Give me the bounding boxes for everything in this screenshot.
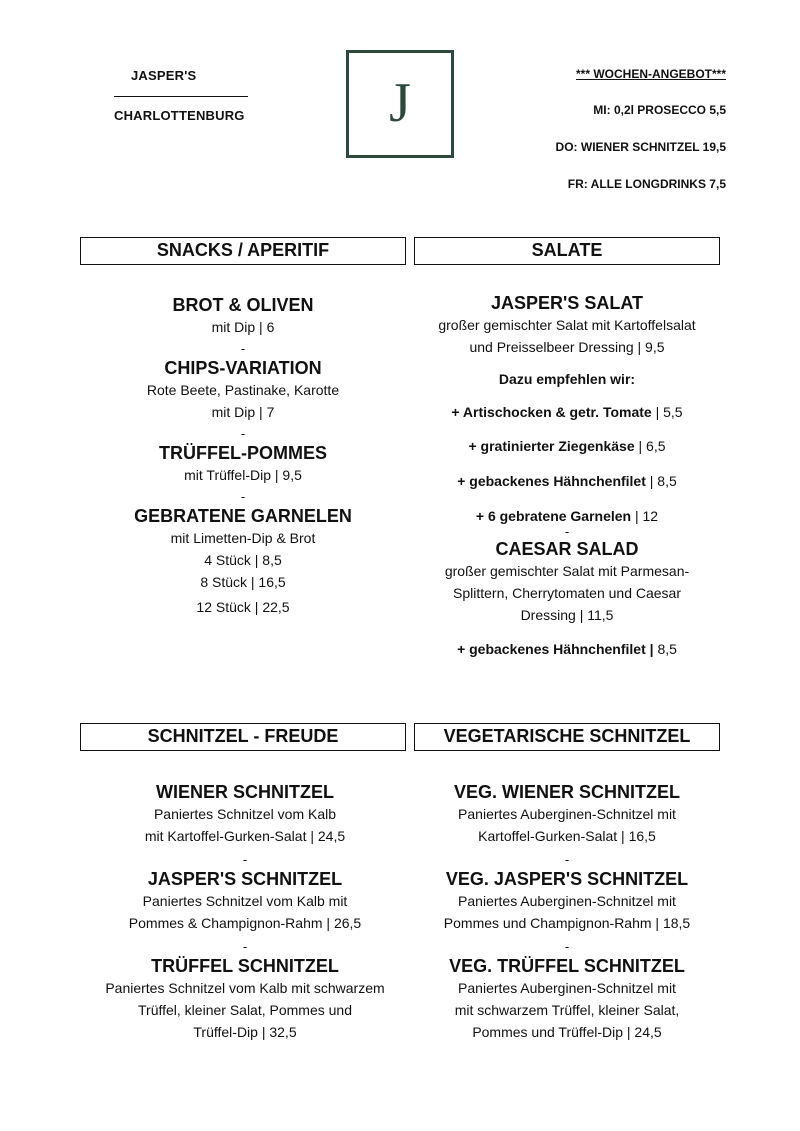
salate-list — [414, 292, 720, 660]
menu-item-description: Trüffel-Dip | 32,5 — [193, 1024, 297, 1040]
recommendation-heading: Dazu empfehlen wir: — [498, 371, 636, 387]
menu-item-title: CHIPS-VARIATION — [164, 358, 322, 378]
menu-item-description: Rote Beete, Pastinake, Karotte — [146, 382, 340, 398]
extra-item-price: 8,5 — [653, 641, 677, 657]
menu-item-description: Paniertes Auberginen-Schnitzel mit — [458, 980, 676, 996]
separator: - — [240, 341, 246, 356]
menu-item-description: und Preisselbeer Dressing | 9,5 — [469, 339, 665, 355]
weekly-offer-title: *** WOCHEN-ANGEBOT*** — [575, 67, 726, 81]
menu-item-description: Paniertes Auberginen-Schnitzel mit — [458, 806, 676, 822]
menu-item-title: TRÜFFEL-POMMES — [159, 443, 327, 463]
extra-item-price: | 12 — [631, 508, 659, 524]
weekly-offer — [556, 66, 726, 192]
menu-item-title: CAESAR SALAD — [495, 539, 639, 559]
snacks-list — [80, 294, 406, 618]
menu-item-description: Kartoffel-Gurken-Salat | 16,5 — [478, 828, 656, 844]
extra-item — [414, 470, 720, 492]
extra-item-name: + Artischocken & getr. Tomate — [451, 404, 652, 420]
menu-item-title: JASPER'S SALAT — [491, 293, 643, 313]
extra-item — [414, 638, 720, 660]
menu-item-description: Paniertes Auberginen-Schnitzel mit — [458, 893, 676, 909]
menu-item-title: WIENER SCHNITZEL — [156, 782, 334, 802]
brand-city: CHARLOTTENBURG — [114, 108, 245, 123]
separator: - — [240, 426, 246, 441]
menu-item-description: Paniertes Schnitzel vom Kalb mit schwarzem — [105, 980, 385, 996]
menu-item-description: Pommes und Trüffel-Dip | 24,5 — [472, 1024, 662, 1040]
menu-item-title: TRÜFFEL SCHNITZEL — [151, 956, 339, 976]
menu-item-title: JASPER'S SCHNITZEL — [147, 869, 343, 889]
menu-item-description: Pommes und Champignon-Rahm | 18,5 — [443, 915, 691, 931]
brand-divider — [114, 96, 248, 97]
menu-item-description: mit Trüffel-Dip | 9,5 — [184, 467, 302, 483]
menu-item-title: VEG. TRÜFFEL SCHNITZEL — [449, 956, 685, 976]
separator: - — [564, 939, 570, 954]
menu-item-description: großer gemischter Salat mit Parmesan- — [444, 563, 690, 579]
schnitzel-list — [80, 781, 410, 1043]
menu-item-description: mit schwarzem Trüffel, kleiner Salat, — [454, 1002, 680, 1018]
weekly-offer-item: FR: ALLE LONGDRINKS 7,5 — [567, 177, 726, 191]
veg-schnitzel-list — [414, 781, 720, 1043]
menu-item-description: mit Kartoffel-Gurken-Salat | 24,5 — [144, 828, 346, 844]
separator: - — [564, 852, 570, 867]
menu-item-price-option: 4 Stück | 8,5 — [204, 552, 282, 568]
logo-letter: J — [389, 72, 411, 134]
logo — [346, 50, 454, 158]
section-header-salate: SALATE — [414, 237, 720, 265]
extra-item — [414, 435, 720, 457]
separator: - — [240, 489, 246, 504]
menu-item-description: Dressing | 11,5 — [520, 607, 614, 623]
menu-item-price-option: 12 Stück | 22,5 — [196, 599, 290, 615]
menu-item-description: großer gemischter Salat mit Kartoffelsalat — [438, 317, 696, 333]
menu-item-title: VEG. JASPER'S SCHNITZEL — [445, 869, 689, 889]
extra-item-price: | 6,5 — [634, 438, 666, 454]
extra-item — [414, 401, 720, 423]
weekly-offer-item: DO: WIENER SCHNITZEL 19,5 — [555, 140, 726, 154]
menu-item-description: Pommes & Champignon-Rahm | 26,5 — [128, 915, 362, 931]
menu-item-title: BROT & OLIVEN — [172, 295, 314, 315]
menu-item-description: mit Limetten-Dip & Brot — [170, 530, 316, 546]
section-header-veg: VEGETARISCHE SCHNITZEL — [414, 723, 720, 751]
extra-item-name: + gratinierter Ziegenkäse — [468, 438, 635, 454]
menu-item-description: mit Dip | 7 — [211, 404, 275, 420]
extra-item-name: + gebackenes Hähnchenfilet — [457, 473, 646, 489]
brand-name: JASPER'S — [131, 68, 197, 83]
menu-item-description: Trüffel, kleiner Salat, Pommes und — [138, 1002, 352, 1018]
separator: - — [242, 939, 248, 954]
menu-item-description: Splittern, Cherrytomaten und Caesar — [453, 585, 681, 601]
section-header-snacks: SNACKS / APERITIF — [80, 237, 406, 265]
extra-item-price: | 5,5 — [651, 404, 683, 420]
menu-item-description: Paniertes Schnitzel vom Kalb — [153, 806, 337, 822]
weekly-offer-item: MI: 0,2l PROSECCO 5,5 — [593, 103, 726, 117]
extra-item-name: + 6 gebratene Garnelen — [475, 508, 632, 524]
separator: - — [564, 524, 570, 539]
menu-item-description: mit Dip | 6 — [211, 319, 275, 335]
extra-item-price: | 8,5 — [645, 473, 677, 489]
menu-item-price-option: 8 Stück | 16,5 — [200, 574, 286, 590]
menu-item-title: VEG. WIENER SCHNITZEL — [453, 782, 680, 802]
menu-item-title: GEBRATENE GARNELEN — [134, 506, 352, 526]
separator: - — [242, 852, 248, 867]
extra-item-name: + gebackenes Hähnchenfilet | — [457, 641, 654, 657]
menu-item-description: Paniertes Schnitzel vom Kalb mit — [142, 893, 348, 909]
section-header-schnitzel: SCHNITZEL - FREUDE — [80, 723, 406, 751]
